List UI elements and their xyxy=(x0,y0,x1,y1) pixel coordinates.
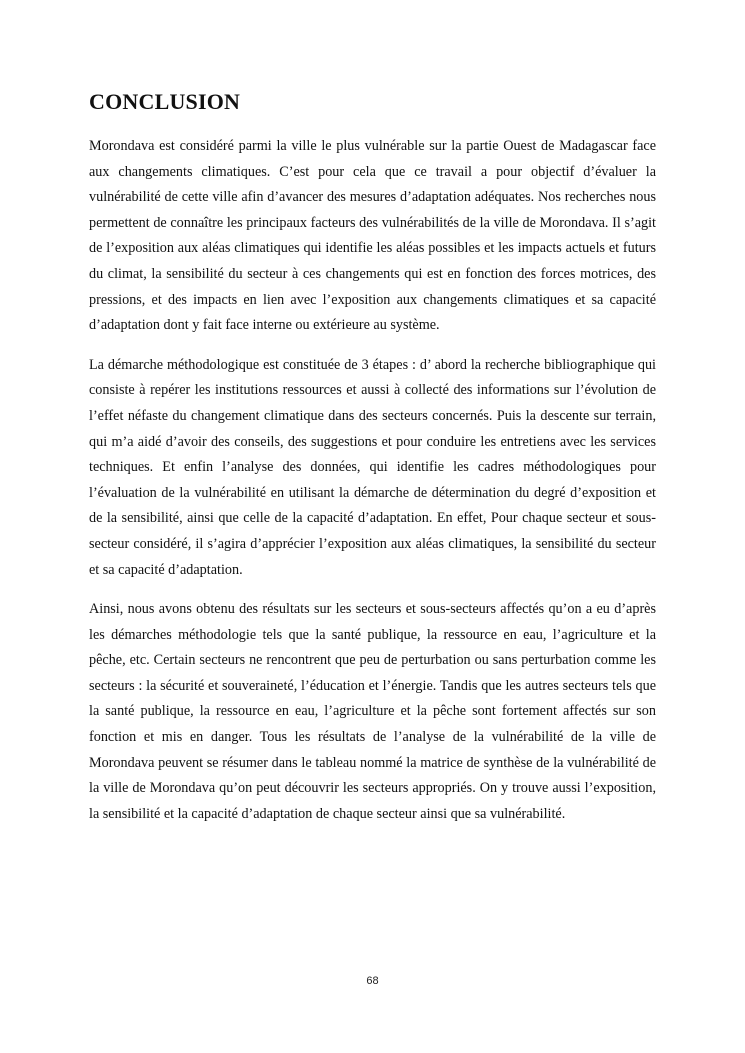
paragraph-results: Ainsi, nous avons obtenu des résultats sur les secteurs et sous-secteurs affectés qu’on a eu d’après les démarches méthodologie tels que la santé publique, la ressource en eau, l’agriculture et la pêche, etc. Certain secteurs ne rencontrent que peu de perturbation ou sans perturbation comme les secteurs : la sécurité et souveraineté, l’éducation et l’énergie. Tandis que les autres secteurs tels que la santé publique, la ressource en eau, l’agriculture et la pêche sont fortement affectés sur son fonction et mis en danger. Tous les résultats de l’analyse de la vulnérabilité de la ville de Morondava peuvent se résumer dans le tableau nommé la matrice de synthèse de la vulnérabilité de la ville de Morondava qu’on peut découvrir les secteurs appropriés. On y trouve aussi l’exposition, la sensibilité et la capacité d’adaptation de chaque secteur ainsi que sa vulnérabilité. xyxy=(89,601,656,822)
page-body xyxy=(89,88,656,827)
section-title: CONCLUSION xyxy=(89,89,241,114)
paragraph-methodology: La démarche méthodologique est constituée de 3 étapes : d’ abord la recherche bibliographique qui consiste à repérer les institutions ressources et aussi à collecté des informations sur l’évolution de l’effet néfaste du changement climatique dans des secteurs concernés. Puis la descente sur terrain, qui m’a aidé d’avoir des conseils, des suggestions et pour conduire les entretiens avec les services techniques. Et enfin l’analyse des données, qui identifie les cadres méthodologiques pour l’évaluation de la vulnérabilité en utilisant la démarche de détermination du degré d’exposition et de la sensibilité, ainsi que celle de la capacité d’adaptation. En effet, Pour chaque secteur et sous-secteur considéré, il s’agira d’apprécier l’exposition aux aléas climatiques, la sensibilité du secteur et sa capacité d’adaptation. xyxy=(89,356,656,578)
paragraph-introduction: Morondava est considéré parmi la ville le plus vulnérable sur la partie Ouest de Madagascar face aux changements climatiques. C’est pour cela que ce travail a pour objectif d’évaluer la vulnérabilité de cette ville afin d’avancer des mesures d’adaptation adéquates. Nos recherches nous permettent de connaître les principaux facteurs des vulnérabilités de la ville de Morondava. Il s’agit de l’exposition aux aléas climatiques qui identifie les aléas possibles et les impacts actuels et futurs du climat, la sensibilité du secteur à ces changements qui est en fonction des forces motrices, des pressions, et des impacts en lien avec l’exposition aux changements climatiques et sa capacité d’adaptation dont y fait face interne ou extérieure au système. xyxy=(89,138,656,334)
page-number: 68 xyxy=(366,975,379,987)
